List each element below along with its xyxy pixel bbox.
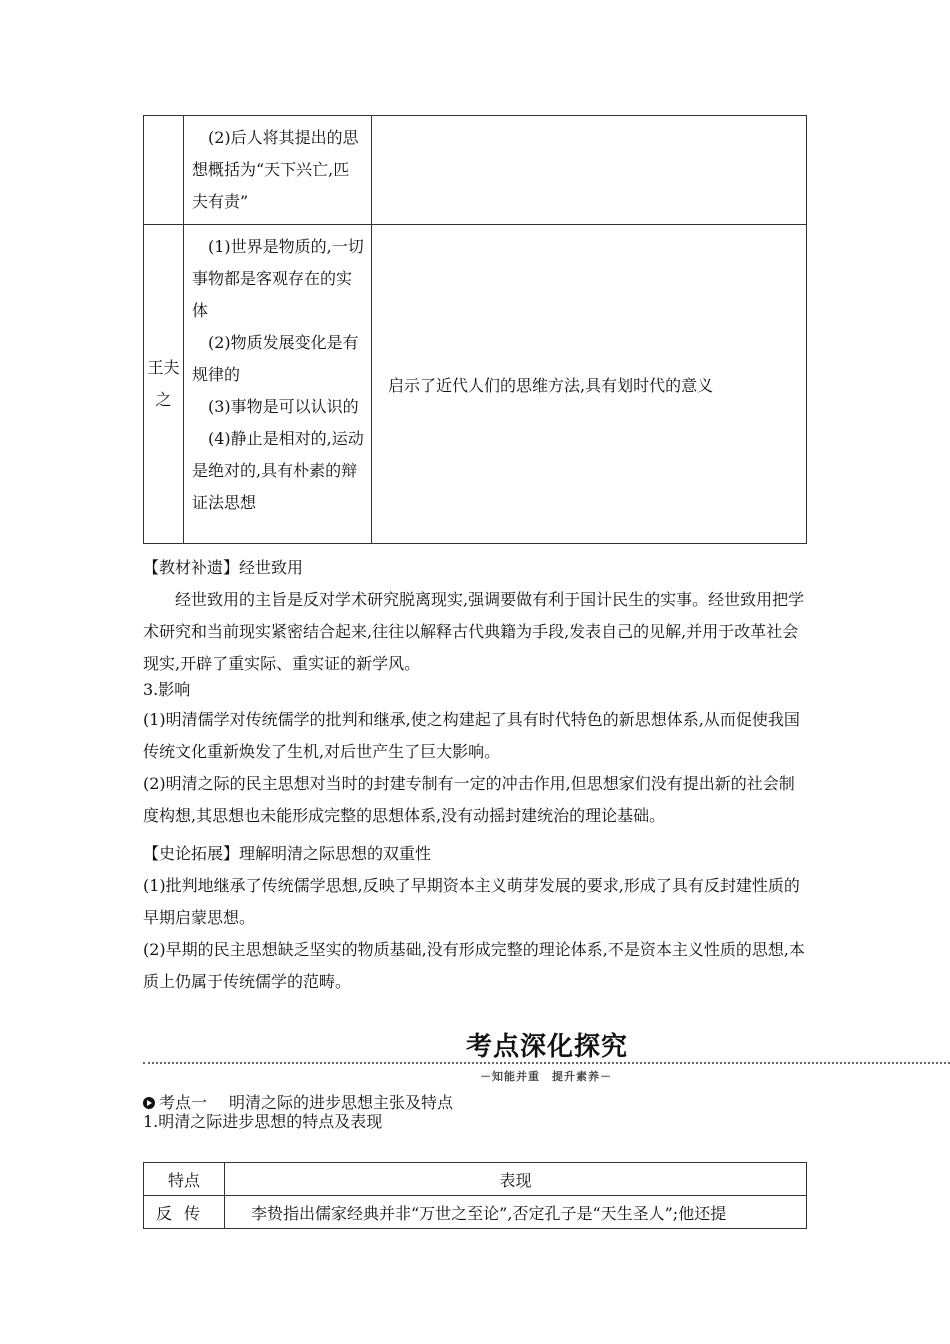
influence-item: (2)明清之际的民主思想对当时的封建专制有一定的冲击作用,但思想家们没有提出新的社会制度构想,其思想也未能形成完整的思想体系,没有动摇封建统治的理论基础。 [143,774,795,825]
claim-text: (1)世界是物质的,一切事物都是客观存在的实体 [192,237,364,320]
column-header: 特点 [144,1163,225,1196]
feature-cell: 反传 [144,1196,225,1229]
supplement-tag: 【教材补遗】 [143,558,240,577]
influence-list [143,704,808,832]
effect-cell [372,225,807,544]
kaodian-label: 考点一 [159,1093,208,1112]
effect-text: 启示了近代人们的思维方法,具有划时代的意义 [388,375,714,395]
supplement-heading [143,552,808,584]
influence-heading: 3.影响 [143,680,191,699]
claims-cell [184,225,372,544]
thinker-name-cell [144,225,184,544]
column-header: 表现 [225,1163,807,1196]
claim-text: (3)事物是可以认识的 [208,397,359,416]
table-row [144,116,807,225]
claims-cell [184,116,372,225]
extension-tag: 【史论拓展】 [143,844,240,863]
thinker-name: 王夫之 [147,358,180,409]
thinker-name-cell [144,116,184,225]
thinkers-table [143,115,807,544]
features-table [143,1162,807,1229]
extension-list [143,870,808,998]
banner-divider [143,1062,950,1064]
section-banner-subtitle: －知能并重 提升素养－ [480,1070,612,1083]
kaodian-subheading: 1.明清之际进步思想的特点及表现 [143,1112,383,1131]
table-row [144,1196,807,1229]
claim-text: (2)物质发展变化是有规律的 [192,333,359,384]
extension-item: (1)批判地继承了传统儒学思想,反映了早期资本主义萌芽发展的要求,形成了具有反封建性质的早期启蒙思想。 [143,876,800,927]
supplement-body: 经世致用的主旨是反对学术研究脱离现实,强调要做有利于国计民生的实事。经世致用把学术研究和当前现实紧密结合起来,往往以解释古代典籍为手段,发表自己的见解,并用于改革社会现实,开辟了重实际、重实证的新学风。 [143,590,805,673]
effect-cell [372,116,807,225]
manifestation-cell: 李贽指出儒家经典并非“万世之至论”,否定孔子是“天生圣人”;他还提 [225,1196,807,1229]
claim-text: (2)后人将其提出的思想概括为“天下兴亡,匹夫有责” [192,128,359,211]
influence-item: (1)明清儒学对传统儒学的批判和继承,使之构建起了具有时代特色的新思想体系,从而促使我国传统文化重新焕发了生机,对后世产生了巨大影响。 [143,710,800,761]
section-banner-title: 考点深化探究 [466,1032,629,1062]
supplement-title: 经世致用 [239,558,304,577]
table-row [144,225,807,544]
extension-heading [143,838,808,870]
claim-text: (4)静止是相对的,运动是绝对的,具有朴素的辩证法思想 [192,429,364,512]
extension-title: 理解明清之际思想的双重性 [239,844,432,863]
kaodian-title: 明清之际的进步思想主张及特点 [229,1093,454,1112]
table-header-row [144,1163,807,1196]
extension-item: (2)早期的民主思想缺乏坚实的物质基础,没有形成完整的理论体系,不是资本主义性质的思想,本质上仍属于传统儒学的范畴。 [143,940,805,991]
